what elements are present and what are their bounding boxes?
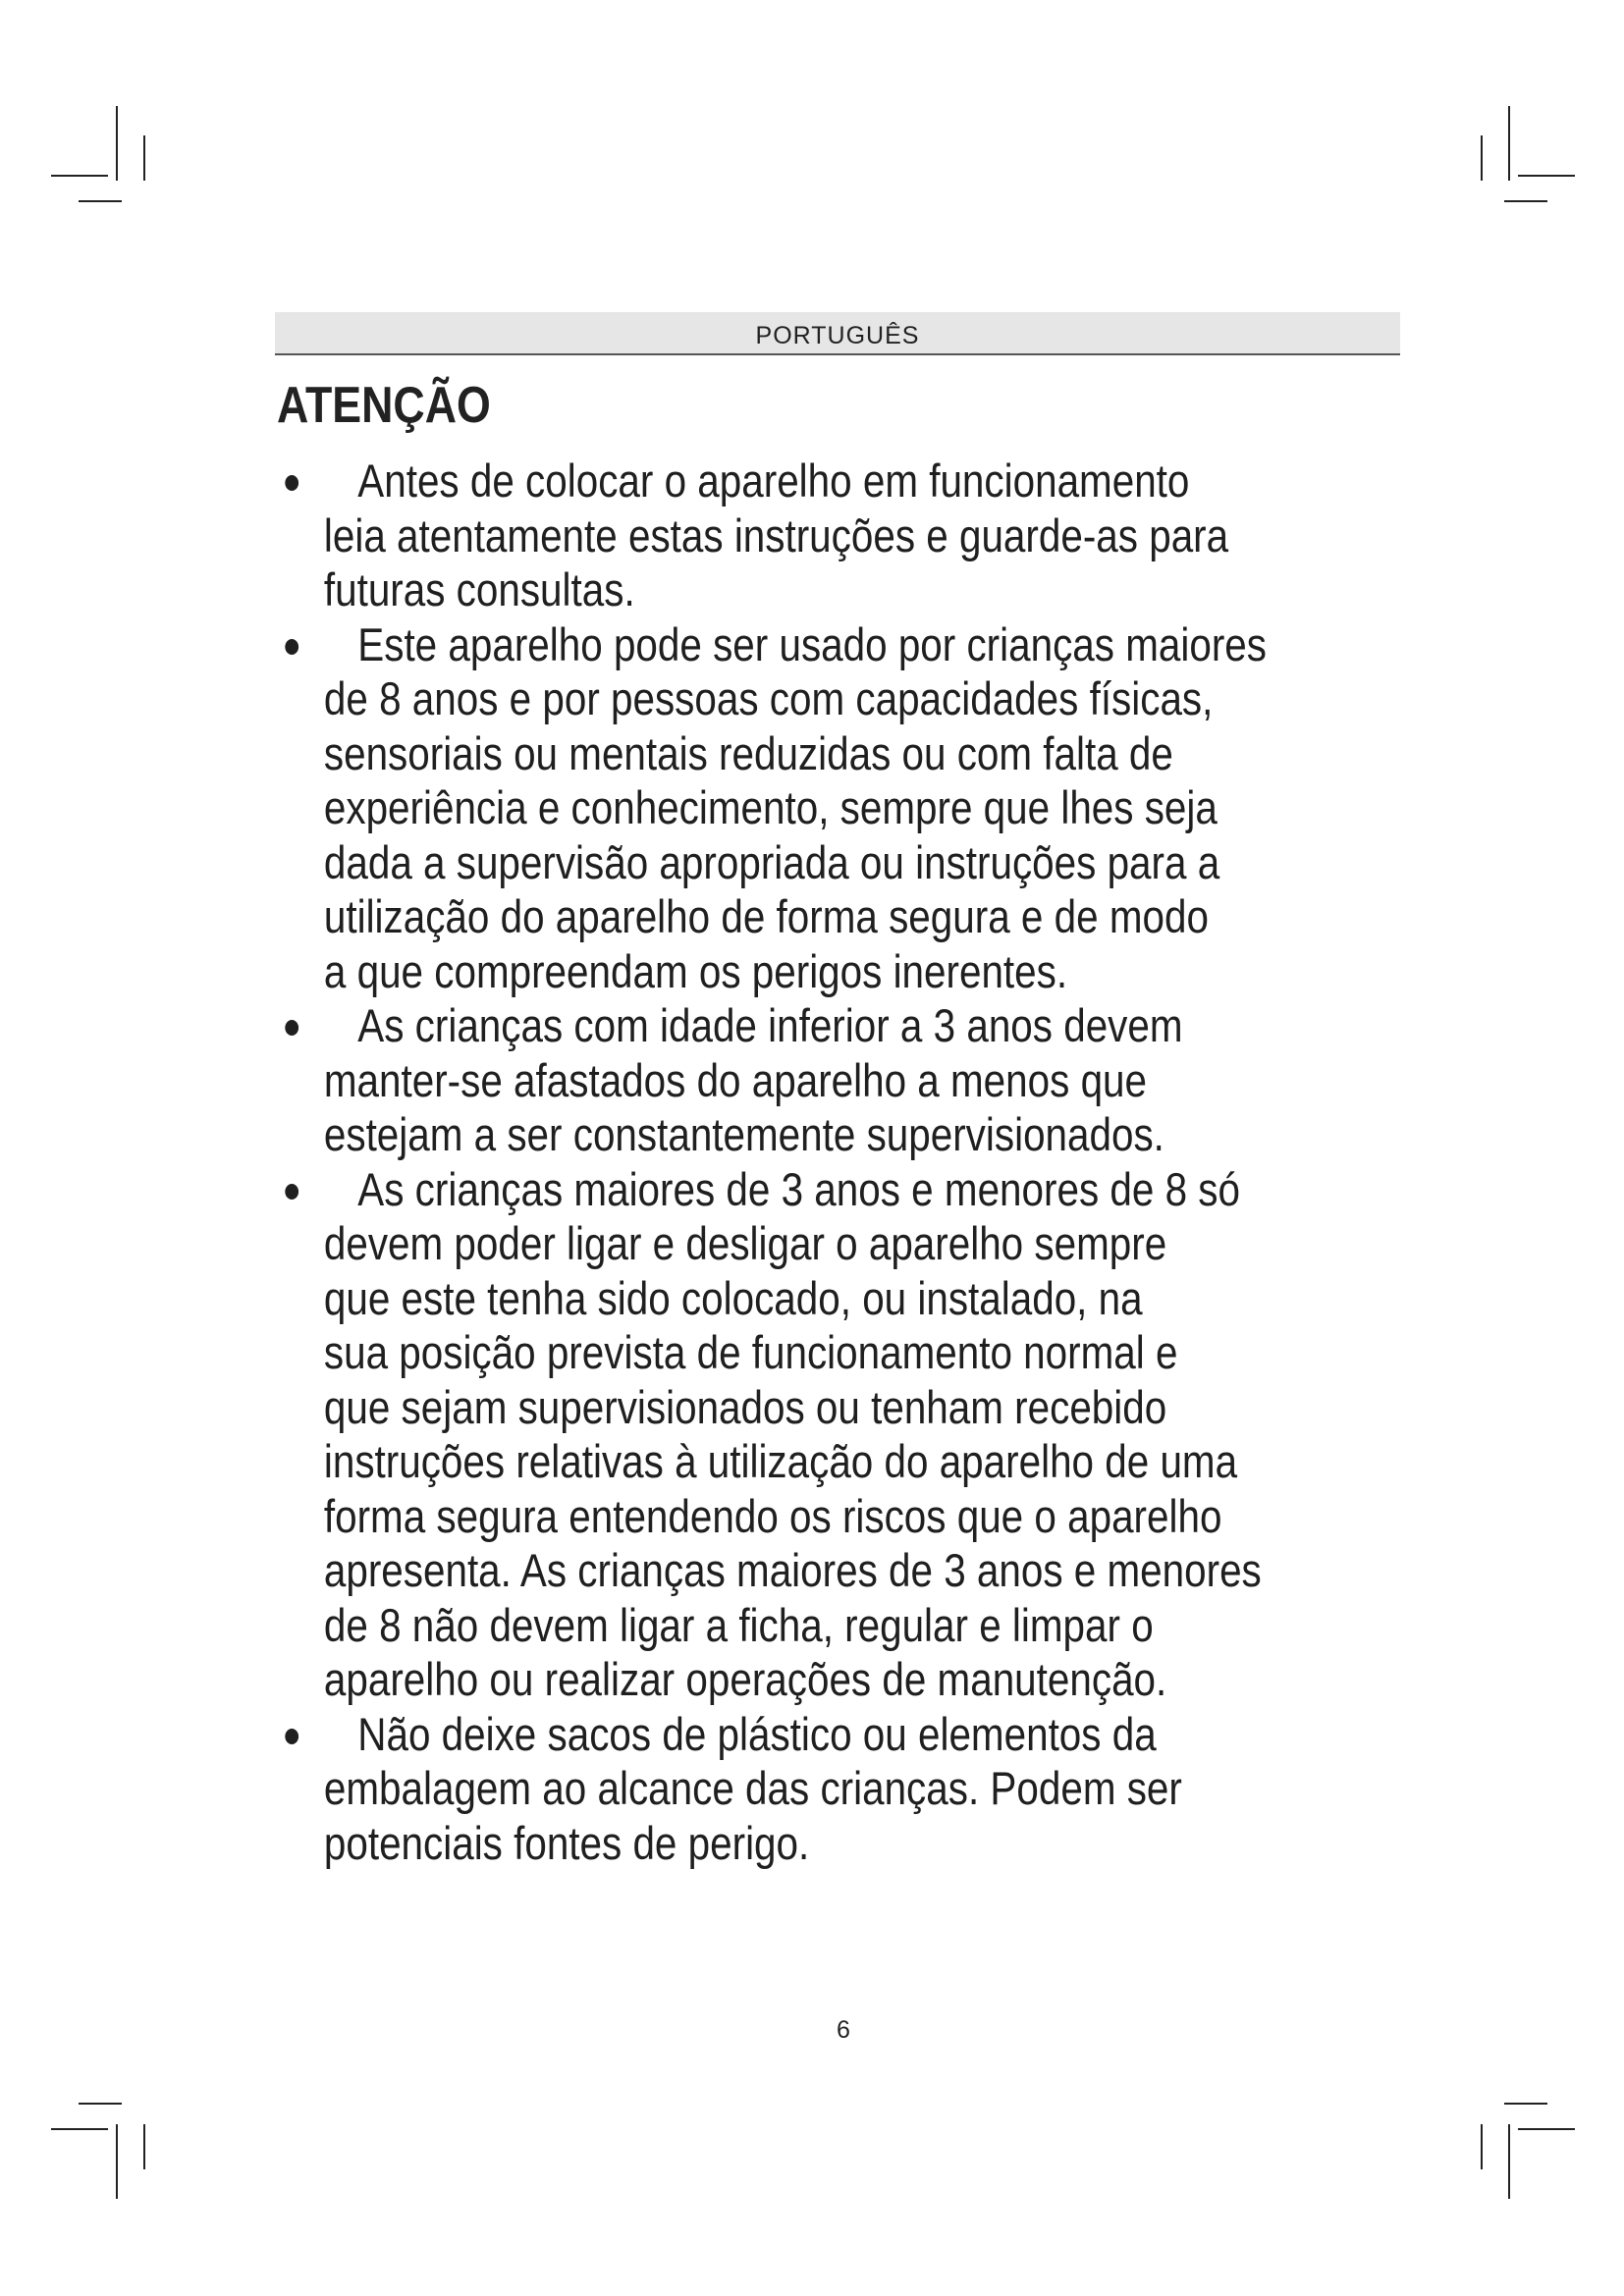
warning-item (275, 1162, 1341, 1707)
warning-line: que sejam supervisionados ou tenham recebido (323, 1380, 1167, 1433)
crop-mark (1481, 135, 1483, 181)
warning-line: As crianças com idade inferior a 3 anos devem (357, 999, 1183, 1051)
page-number: 6 (837, 2016, 850, 2044)
warning-line: futuras consultas. (323, 563, 635, 615)
crop-mark (1518, 2128, 1575, 2130)
warning-line: instruções relativas à utilização do aparelho de uma (323, 1435, 1238, 1487)
crop-mark (1504, 200, 1547, 202)
warning-line: experiência e conhecimento, sempre que lhes seja (323, 781, 1218, 833)
crop-mark (143, 135, 145, 181)
crop-mark (116, 106, 118, 181)
warning-line: potenciais fontes de perigo. (323, 1816, 810, 1869)
language-label: PORTUGUÊS (755, 322, 920, 349)
warnings-list (275, 454, 1434, 1870)
warning-line: Não deixe sacos de plástico ou elementos da (357, 1707, 1157, 1760)
warning-line: apresenta. As crianças maiores de 3 anos e menores (323, 1544, 1262, 1596)
crop-mark (1508, 2124, 1510, 2199)
warning-line: leia atentamente estas instruções e guarde-as para (323, 508, 1229, 561)
bullet-icon (285, 1184, 298, 1200)
crop-mark (1518, 175, 1575, 177)
warning-line: estejam a ser constantemente supervisionados. (323, 1108, 1164, 1160)
warning-line: Este aparelho pode ser usado por crianças maiores (357, 617, 1267, 670)
crop-mark (51, 2128, 108, 2130)
warning-line: Antes de colocar o aparelho em funcionamento (357, 454, 1190, 507)
warning-item (275, 617, 1341, 999)
bullet-icon (285, 1020, 298, 1036)
bullet-icon (285, 1729, 298, 1744)
page-title: ATENÇÃO (277, 377, 491, 434)
warning-line: de 8 não devem ligar a ficha, regular e limpar o (323, 1598, 1154, 1651)
warning-line: utilização do aparelho de forma segura e de modo (323, 890, 1209, 942)
warning-line: aparelho ou realizar operações de manutenção. (323, 1653, 1167, 1705)
crop-mark (143, 2124, 145, 2169)
crop-mark (1508, 106, 1510, 181)
bullet-icon (285, 639, 298, 655)
warning-item (275, 454, 1341, 617)
bullet-icon (285, 475, 298, 491)
warning-line: sensoriais ou mentais reduzidas ou com falta de (323, 726, 1173, 779)
warning-line: devem poder ligar e desligar o aparelho sempre (323, 1217, 1167, 1269)
crop-mark (79, 2103, 122, 2105)
warning-line: manter-se afastados do aparelho a menos que (323, 1053, 1148, 1106)
language-header (275, 312, 1400, 355)
warning-line: a que compreendam os perigos inerentes. (323, 944, 1068, 997)
warning-item (275, 998, 1341, 1162)
warning-line: forma segura entendendo os riscos que o aparelho (323, 1489, 1222, 1542)
crop-mark (1481, 2124, 1483, 2169)
crop-mark (116, 2124, 118, 2199)
warning-line: de 8 anos e por pessoas com capacidades físicas, (323, 672, 1214, 724)
crop-mark (51, 175, 108, 177)
warning-line: que este tenha sido colocado, ou instalado, na (323, 1271, 1143, 1324)
warning-line: embalagem ao alcance das crianças. Podem ser (323, 1762, 1182, 1814)
crop-mark (79, 200, 122, 202)
crop-mark (1504, 2103, 1547, 2105)
warning-line: dada a supervisão apropriada ou instruções para a (323, 835, 1220, 888)
warning-line: As crianças maiores de 3 anos e menores de 8 só (357, 1162, 1240, 1215)
warning-line: sua posição prevista de funcionamento normal e (323, 1326, 1178, 1378)
warning-item (275, 1707, 1341, 1871)
